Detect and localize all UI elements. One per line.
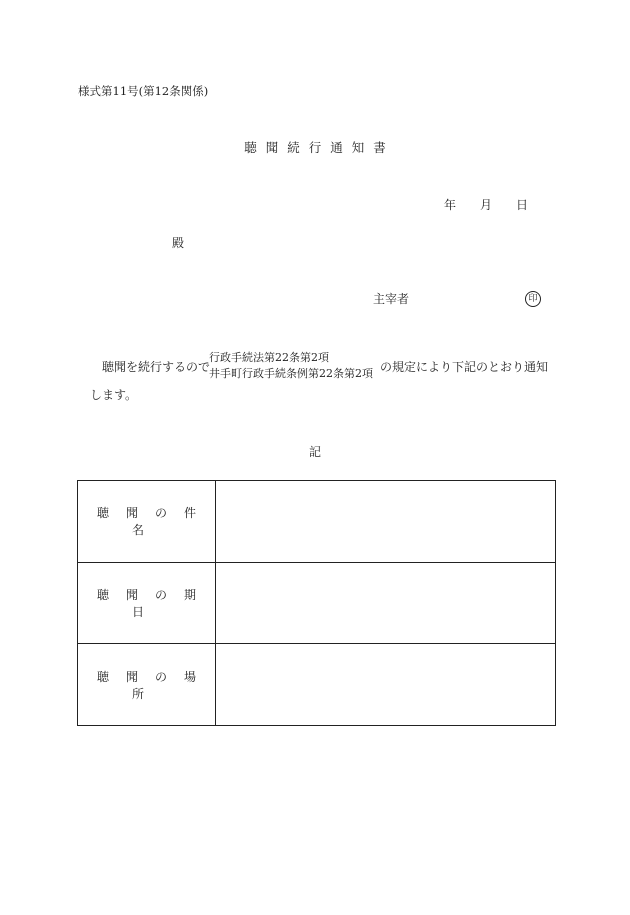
table-row — [78, 644, 556, 726]
seal-mark-icon: 印 — [525, 291, 541, 307]
form-number: 様式第11号(第12条関係) — [78, 84, 209, 98]
row-label-place: 聴聞の場所 — [78, 644, 216, 726]
body-text-lead: 聴聞を続行するので — [102, 360, 211, 374]
details-table — [77, 480, 556, 726]
row-label-date: 聴聞の期日 — [78, 562, 216, 644]
row-value-subject — [216, 481, 556, 563]
table-row — [78, 481, 556, 563]
date-month-label: 月 — [480, 198, 493, 212]
body-text-tail: の規定により下記のとおり通知 — [380, 360, 549, 374]
presider-label: 主宰者 — [373, 292, 410, 306]
addressee-suffix: 殿 — [172, 236, 185, 250]
table-row — [78, 562, 556, 644]
date-year-label: 年 — [444, 198, 457, 212]
row-value-date — [216, 562, 556, 644]
row-value-place — [216, 644, 556, 726]
ki-heading: 記 — [308, 445, 321, 459]
row-label-subject: 聴聞の件名 — [78, 481, 216, 563]
date-day-label: 日 — [516, 198, 529, 212]
law-option-2: 井手町行政手続条例第22条第2項 — [209, 367, 373, 380]
document-title: 聴聞続行通知書 — [244, 140, 395, 155]
law-option-1: 行政手続法第22条第2項 — [209, 351, 329, 364]
body-text-line2: します。 — [90, 388, 138, 402]
